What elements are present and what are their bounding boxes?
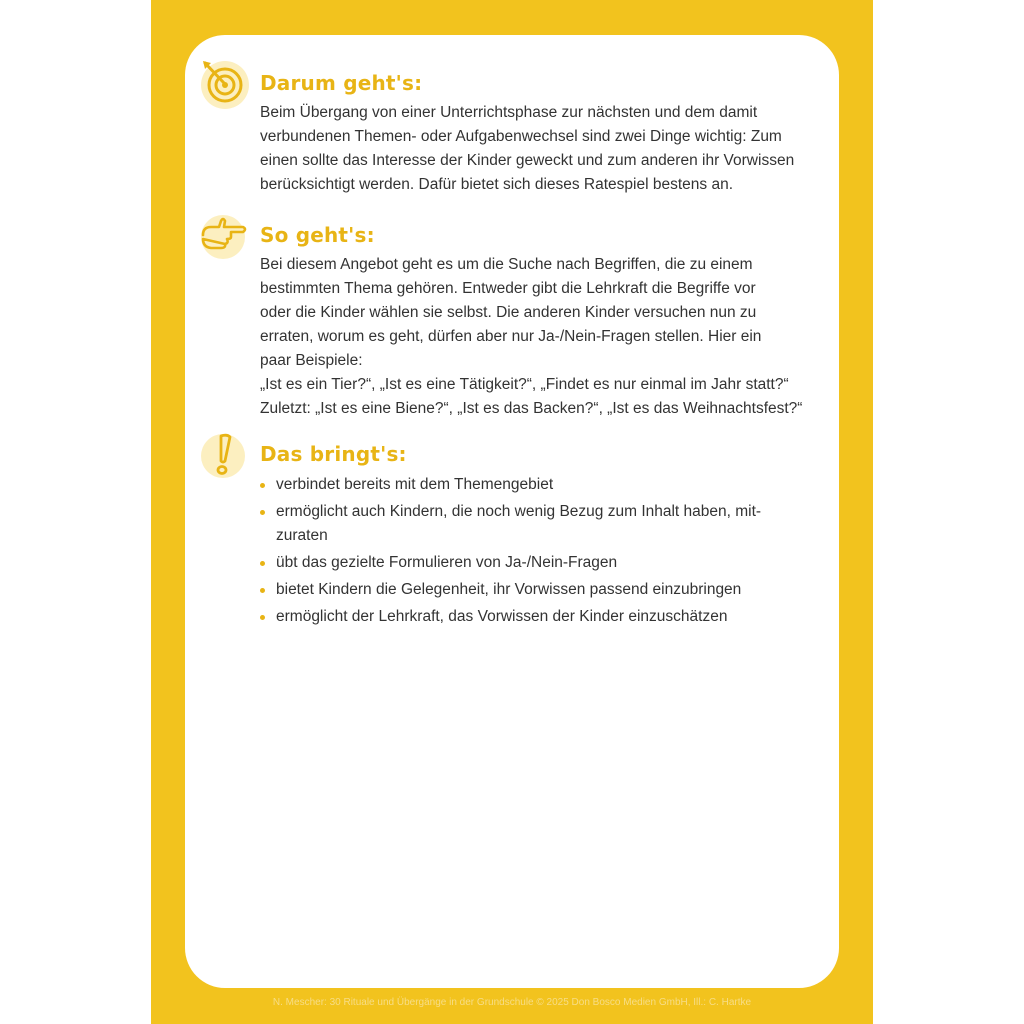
bullet-icon xyxy=(260,483,265,488)
bullet-list xyxy=(260,473,800,632)
list-item: übt das gezielte Formulieren von Ja-/Nein-Fragen xyxy=(260,551,800,575)
paragraph-so: Bei diesem Angebot geht es um die Suche nach Begriffen, die zu einem bestimmten Thema gehören. Entweder gibt die Lehrkraft die Begriffe vor oder die Kinder wählen sie selbst. Die anderen Kinder versuchen nun zu erraten, worum es geht, dürfen aber nur Ja-/Nein-Fragen stellen. Hier ein paar Beispiele: „Ist es ein Tier?“, „Ist es eine Tätigkeit?“, „Findet es nur einmal im Jahr statt?“ Zuletzt: „Ist es eine Biene?“, „Ist es das Backen?“, „Ist es das Weihnachtsfest?“ xyxy=(260,256,803,417)
heading-darum: Darum geht's: xyxy=(260,71,423,95)
list-item: ermöglicht auch Kindern, die noch wenig Bezug zum Inhalt haben, mit- zuraten xyxy=(260,500,800,548)
list-item: verbindet bereits mit dem Themengebiet xyxy=(260,473,800,497)
heading-bringt: Das bringt's: xyxy=(260,442,407,466)
exclamation-icon xyxy=(197,428,251,482)
card-content xyxy=(185,35,839,988)
pointing-hand-icon xyxy=(197,209,251,263)
list-item: ermöglicht der Lehrkraft, das Vorwissen der Kinder einzuschätzen xyxy=(260,605,800,629)
target-icon xyxy=(197,57,251,111)
bullet-icon xyxy=(260,561,265,566)
heading-so: So geht's: xyxy=(260,223,375,247)
list-item: bietet Kindern die Gelegenheit, ihr Vorwissen passend einzubringen xyxy=(260,578,800,602)
bullet-icon xyxy=(260,510,265,515)
paragraph-darum: Beim Übergang von einer Unterrichtsphase zur nächsten und dem damit verbundenen Themen- oder Aufgabenwechsel sind zwei Dinge wichtig: Zum einen sollte das Interesse der Kinder geweckt und zum anderen ihr Vorwissen berücksichtigt werden. Dafür bietet sich dieses Ratespiel bestens an. xyxy=(260,104,795,193)
footer-credit: N. Mescher: 30 Rituale und Übergänge in der Grundschule © 2025 Don Bosco Medien GmbH, Ill.: C. Hartke xyxy=(272,997,752,1008)
bullet-icon xyxy=(260,588,265,593)
bullet-icon xyxy=(260,615,265,620)
